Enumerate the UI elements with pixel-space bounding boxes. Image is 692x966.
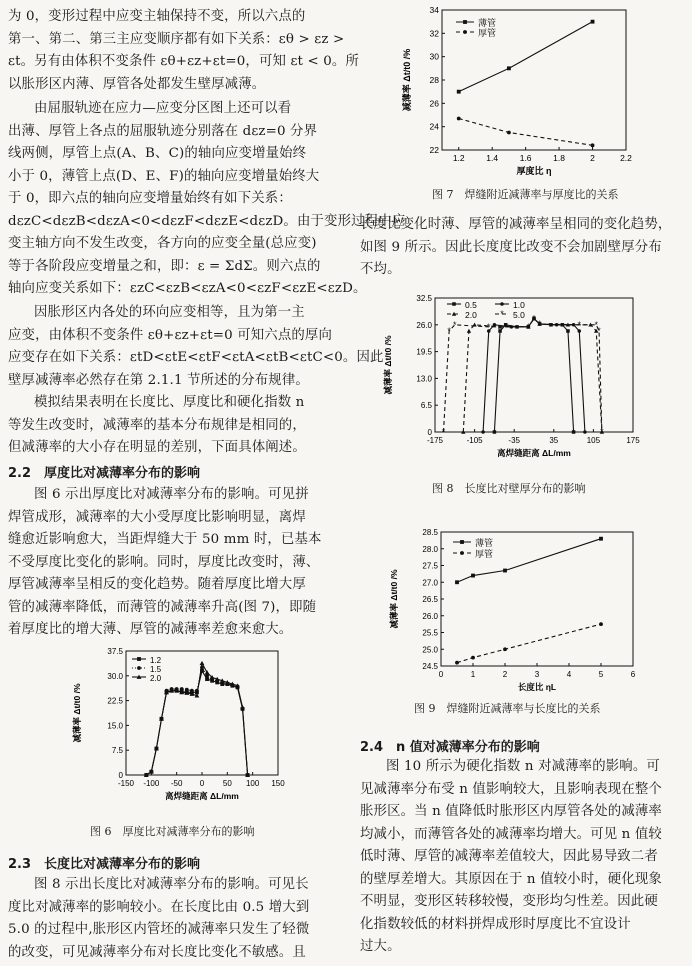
legend-marker-薄管 — [460, 540, 464, 544]
y-tick-label: 26.0 — [422, 611, 438, 621]
x-tick-label: 1.2 — [452, 153, 465, 163]
data-point-1.2 — [205, 677, 209, 681]
x-tick-label: 6 — [630, 670, 636, 679]
y-tick-label: 24 — [429, 121, 439, 132]
x-tick-label: 1.8 — [553, 153, 566, 163]
data-point-5.0: * — [453, 319, 457, 330]
text-line: 化指数较低的材料拼焊成形时厚度比不宜设计 — [360, 916, 631, 932]
section-heading-2-4: 2.4 n 值对减薄率分布的影响 — [360, 740, 540, 755]
data-point-厚管 — [471, 656, 475, 660]
text-line: 5.0 的过程中,胀形区内管坯的减薄率只发生了轻微 — [8, 922, 310, 937]
text-line: 应变存在如下关系：εtD<εtE<εtF<εtA<εtB<εtC<0。因此 — [8, 350, 384, 365]
data-point-5.0: * — [597, 325, 601, 336]
y-tick-label: 22 — [429, 145, 439, 155]
legend-label-1.5: 1.5 — [150, 665, 162, 674]
y-tick-label: 26.0 — [416, 320, 432, 330]
text-line: 度比对减薄率的影响较小。在长度比由 0.5 增大到 — [8, 899, 310, 915]
plot-frame — [441, 532, 633, 666]
text-line: 胀形区。当 n 值降低时胀形区内厚管各处的减薄率 — [360, 804, 662, 819]
data-point-薄管 — [599, 537, 603, 541]
text-line: 变主轴方向不发生改变，各方向的应变全量(总应变) — [8, 236, 317, 251]
y-tick-label: 27.5 — [422, 561, 438, 571]
text-line: 图 6 示出厚度比对减薄率分布的影响。可见拼 — [34, 487, 309, 502]
data-point-薄管 — [455, 580, 459, 584]
data-point-0.5 — [572, 430, 576, 434]
y-tick-label: 24.5 — [422, 662, 438, 671]
text-line: 图 8 示出长度比对减薄率分布的影响。可见长 — [34, 877, 309, 892]
text-line: 于 0，即六点的轴向应变增量始终有如下关系： — [8, 191, 292, 206]
y-tick-label: 6.5 — [420, 401, 432, 411]
paragraph-8 — [360, 756, 690, 959]
data-point-厚管 — [507, 131, 511, 135]
text-line: 为 0，变形过程中应变主轴保持不变，所以六点的 — [8, 9, 306, 24]
figure-7-caption: 图 7 焊缝附近减薄率与厚度比的关系 — [432, 188, 619, 201]
legend-marker-1.2 — [137, 657, 141, 661]
x-tick-label: 2.2 — [620, 153, 632, 163]
legend-label-1.2: 1.2 — [150, 656, 162, 665]
text-line: 低时薄、厚管的减薄率差值较大，因此易导致二者 — [360, 849, 658, 864]
x-tick-label: -175 — [426, 436, 444, 445]
y-tick-label: 34 — [429, 5, 439, 15]
data-point-1.0 — [481, 430, 485, 434]
text-line: dεzC<dεzB<dεzA<0<dεzF<dεzE<dεzD。由于变形过程中应 — [8, 213, 406, 229]
x-axis-label: 长度比 ηL — [517, 682, 557, 692]
text-line: 不受厚度比变化的影响。同时，厚度比改变时，薄、 — [8, 554, 320, 570]
x-axis-label: 离焊缝距离 ΔL/mm — [497, 448, 571, 458]
text-line: 着厚度比的增大薄、厚管的减薄率差愈来愈大。 — [8, 622, 293, 637]
x-tick-label: 100 — [245, 779, 260, 788]
y-axis-label: 减薄率 Δt/t0 /% — [72, 683, 82, 743]
text-line: 不均。 — [360, 262, 401, 277]
legend-label-1.0: 1.0 — [513, 300, 525, 310]
legend-marker-1.0 — [500, 302, 504, 306]
text-line: 等发生改变时，减薄率的基本分布规律是相同的， — [8, 417, 306, 433]
text-line: 应变，由体积不变条件 εθ+εz+εt=0 可知六点的厚向 — [8, 327, 332, 343]
data-point-5.0: * — [526, 321, 531, 332]
data-point-2.0 — [467, 329, 471, 333]
legend-marker-5.0: * — [500, 309, 504, 319]
text-line: 以胀形区内薄、厚管各处都发生壁厚减薄。 — [8, 76, 266, 92]
y-tick-label: 25.5 — [422, 628, 438, 638]
legend-label-2.0: 2.0 — [150, 674, 162, 683]
series-line-1.0 — [483, 319, 585, 432]
x-tick-label: 2 — [590, 153, 595, 163]
text-line: 出薄、厚管上各点的屈服轨迹分别落在 dεz=0 分界 — [8, 123, 318, 139]
data-point-5.0: * — [600, 427, 604, 437]
text-line: 不明显，变形区转移较慢，变形均匀性差。因此硬 — [360, 894, 658, 909]
data-point-1.0 — [583, 430, 587, 434]
x-axis-label: 离焊缝距离 ΔL/mm — [165, 791, 239, 801]
data-point-5.0: * — [594, 319, 598, 330]
series-line-厚管 — [457, 624, 601, 663]
x-tick-label: -105 — [466, 436, 483, 445]
legend-marker-薄管 — [463, 20, 467, 24]
text-line: 因胀形区内各处的环向应变相等，且为第一主 — [34, 305, 305, 320]
data-point-薄管 — [457, 90, 461, 94]
data-point-薄管 — [591, 20, 595, 24]
text-line: 壁厚减薄率必然存在第 2.1.1 节所述的分布规律。 — [8, 372, 309, 388]
legend-label-薄管: 薄管 — [475, 538, 494, 548]
figure-6-caption: 图 6 厚度比对减薄率分布的影响 — [90, 825, 255, 838]
data-point-0.5 — [566, 329, 570, 333]
plot-frame — [442, 10, 626, 150]
paragraph-7 — [360, 214, 690, 282]
data-point-5.0: * — [532, 313, 536, 324]
figure-8-caption: 图 8 长度比对壁厚分布的影响 — [432, 482, 586, 495]
y-axis-label: 减薄率 Δt/t0 /% — [389, 569, 399, 629]
y-tick-label: 30 — [429, 51, 439, 62]
y-tick-label: 25.0 — [422, 645, 438, 655]
y-tick-label: 19.5 — [416, 347, 432, 357]
legend-marker-0.5 — [452, 302, 456, 306]
x-tick-label: -35 — [508, 436, 520, 445]
paragraph-4 — [8, 392, 338, 460]
y-tick-label: 15.0 — [107, 721, 123, 731]
y-axis-label: 减薄率 Δt/t0 /% — [383, 335, 393, 395]
y-tick-label: 28 — [429, 75, 439, 85]
x-tick-label: 175 — [626, 436, 640, 445]
figure-9-caption: 图 9 焊缝附近减薄率与长度比的关系 — [414, 702, 601, 715]
legend-label-厚管: 厚管 — [475, 549, 494, 559]
data-point-5.0: * — [441, 427, 446, 437]
data-point-厚管 — [455, 661, 459, 665]
text-line: 过大。 — [360, 939, 401, 954]
data-point-5.0: * — [577, 319, 582, 330]
y-axis-label: 减薄率 Δt/t0 /% — [402, 48, 412, 112]
legend-label-厚管: 厚管 — [478, 28, 497, 38]
x-tick-label: 1.6 — [519, 153, 532, 163]
text-line: 模拟结果表明在长度比、厚度比和硬化指数 n — [34, 395, 305, 410]
x-tick-label: -100 — [143, 779, 160, 788]
data-point-厚管 — [503, 647, 507, 651]
text-line: 小于 0，薄管上点(D、E、F)的轴向应变增量始终大 — [8, 168, 320, 184]
y-tick-label: 13.0 — [416, 374, 432, 384]
figure-6-chart — [60, 645, 290, 820]
x-tick-label: 3 — [534, 670, 540, 679]
data-point-厚管 — [599, 622, 603, 626]
y-tick-label: 27.0 — [422, 578, 438, 588]
data-point-厚管 — [591, 143, 595, 147]
paragraph-6 — [8, 874, 338, 964]
x-axis-label: 厚度比 η — [516, 166, 552, 176]
y-tick-label: 7.5 — [111, 746, 123, 756]
text-line: 由屈服轨迹在应力—应变分区图上还可以看 — [34, 101, 292, 116]
y-tick-label: 28.5 — [422, 528, 438, 537]
figure-8-chart — [375, 290, 640, 472]
series-line-厚管 — [459, 119, 593, 146]
x-tick-label: -50 — [170, 779, 183, 788]
x-tick-label: 105 — [586, 436, 601, 445]
text-line: 第一、第二、第三主应变顺序都有如下关系：εθ > εz > — [8, 31, 345, 47]
y-tick-label: 30.0 — [107, 671, 123, 681]
data-point-薄管 — [507, 66, 511, 70]
legend-marker-1.5 — [137, 666, 141, 670]
x-tick-label: 2 — [502, 670, 508, 679]
series-line-5.0 — [443, 319, 601, 432]
text-line: 等于各阶段应变增量之和，即：ε = ΣdΣ。则六点的 — [8, 258, 321, 274]
legend-label-薄管: 薄管 — [478, 18, 497, 28]
text-line: 均减小，而薄管各处的减薄率均增大。可见 n 值较 — [360, 826, 662, 842]
y-tick-label: 0 — [427, 428, 432, 437]
data-point-薄管 — [471, 574, 475, 578]
text-line: 的改变，可见减薄率分布对长度比变化不敏感。且 — [8, 944, 306, 960]
text-line: 长度比变化时薄、厚管的减薄率呈相同的变化趋势， — [360, 217, 672, 232]
text-line: 见减薄率分布受 n 值影响较大，且影响表现在整个 — [360, 781, 662, 797]
text-line: 厚管减薄率呈相反的变化趋势。随着厚度比增大厚 — [8, 577, 306, 592]
data-point-5.0: * — [447, 325, 451, 336]
x-tick-label: -150 — [117, 779, 135, 788]
legend-label-0.5: 0.5 — [465, 300, 477, 310]
data-point-薄管 — [503, 569, 507, 573]
text-line: 轴向应变关系如下：εzC<εzB<εzA<0<εzF<εzE<εzD。 — [8, 281, 367, 296]
data-point-5.0: * — [486, 321, 491, 332]
text-line: 如图 9 所示。因此长度度比改变不会加剧壁厚分布 — [360, 239, 662, 255]
x-tick-label: 4 — [566, 670, 572, 679]
y-tick-label: 32.5 — [416, 294, 432, 303]
series-line-0.5 — [494, 319, 573, 432]
x-tick-label: 5 — [598, 670, 604, 679]
figure-9-chart — [375, 524, 640, 694]
legend-marker-厚管 — [463, 30, 467, 34]
data-point-2.0 — [200, 661, 205, 665]
data-point-0.5 — [498, 329, 502, 333]
y-tick-label: 37.5 — [107, 647, 123, 656]
x-tick-label: 1.4 — [486, 153, 499, 163]
text-line: 图 10 所示为硬化指数 n 对减薄率的影响。可 — [386, 759, 660, 774]
y-tick-label: 26 — [429, 98, 439, 109]
data-point-厚管 — [457, 117, 461, 121]
text-line: 但减薄率的大小存在明显的差别，下面具体阐述。 — [8, 440, 306, 455]
data-point-2.0 — [205, 670, 210, 674]
section-heading-2-3: 2.3 长度比对减薄率分布的影响 — [8, 857, 201, 872]
x-tick-label: 1 — [470, 670, 476, 679]
paragraph-5 — [8, 484, 338, 642]
section-heading-2-2: 2.2 厚度比对减薄率分布的影响 — [8, 466, 201, 481]
paragraph-1 — [8, 6, 359, 96]
legend-label-2.0: 2.0 — [465, 310, 477, 320]
data-point-0.5 — [493, 430, 497, 434]
data-point-5.0: * — [537, 318, 542, 329]
figure-7-chart — [398, 2, 636, 177]
text-line: 焊管成形，减薄率的大小受厚度比影响明显，离焊 — [8, 509, 306, 525]
text-line: εt。另有由体积不变条件 εθ+εz+εt=0，可知 εt < 0。所 — [8, 54, 359, 69]
legend-label-5.0: 5.0 — [513, 310, 525, 320]
y-tick-label: 26.5 — [422, 595, 438, 604]
y-tick-label: 32 — [429, 28, 439, 39]
text-line: 管的减薄率降低，而薄管的减薄率升高(图 7)，即随 — [8, 599, 317, 615]
text-line: 的壁厚差增大。其原因在于 n 值较小时，硬化现象 — [360, 871, 662, 887]
x-tick-label: 150 — [271, 779, 285, 788]
legend-marker-厚管 — [460, 551, 464, 555]
y-tick-label: 28.0 — [422, 544, 438, 554]
x-tick-label: 0 — [199, 779, 205, 788]
x-tick-label: 0 — [438, 670, 444, 679]
y-tick-label: 22.5 — [107, 696, 123, 706]
text-line: 线两侧，厚管上点(A、B、C)的轴向应变增量始终 — [8, 146, 307, 161]
x-tick-label: 35 — [549, 436, 559, 445]
y-tick-label: 0 — [118, 771, 123, 780]
text-line: 缝愈近影响愈大，当距焊缝大于 50 mm 时，已基本 — [8, 532, 322, 547]
paragraph-3 — [8, 302, 384, 392]
x-tick-label: 50 — [222, 779, 232, 788]
